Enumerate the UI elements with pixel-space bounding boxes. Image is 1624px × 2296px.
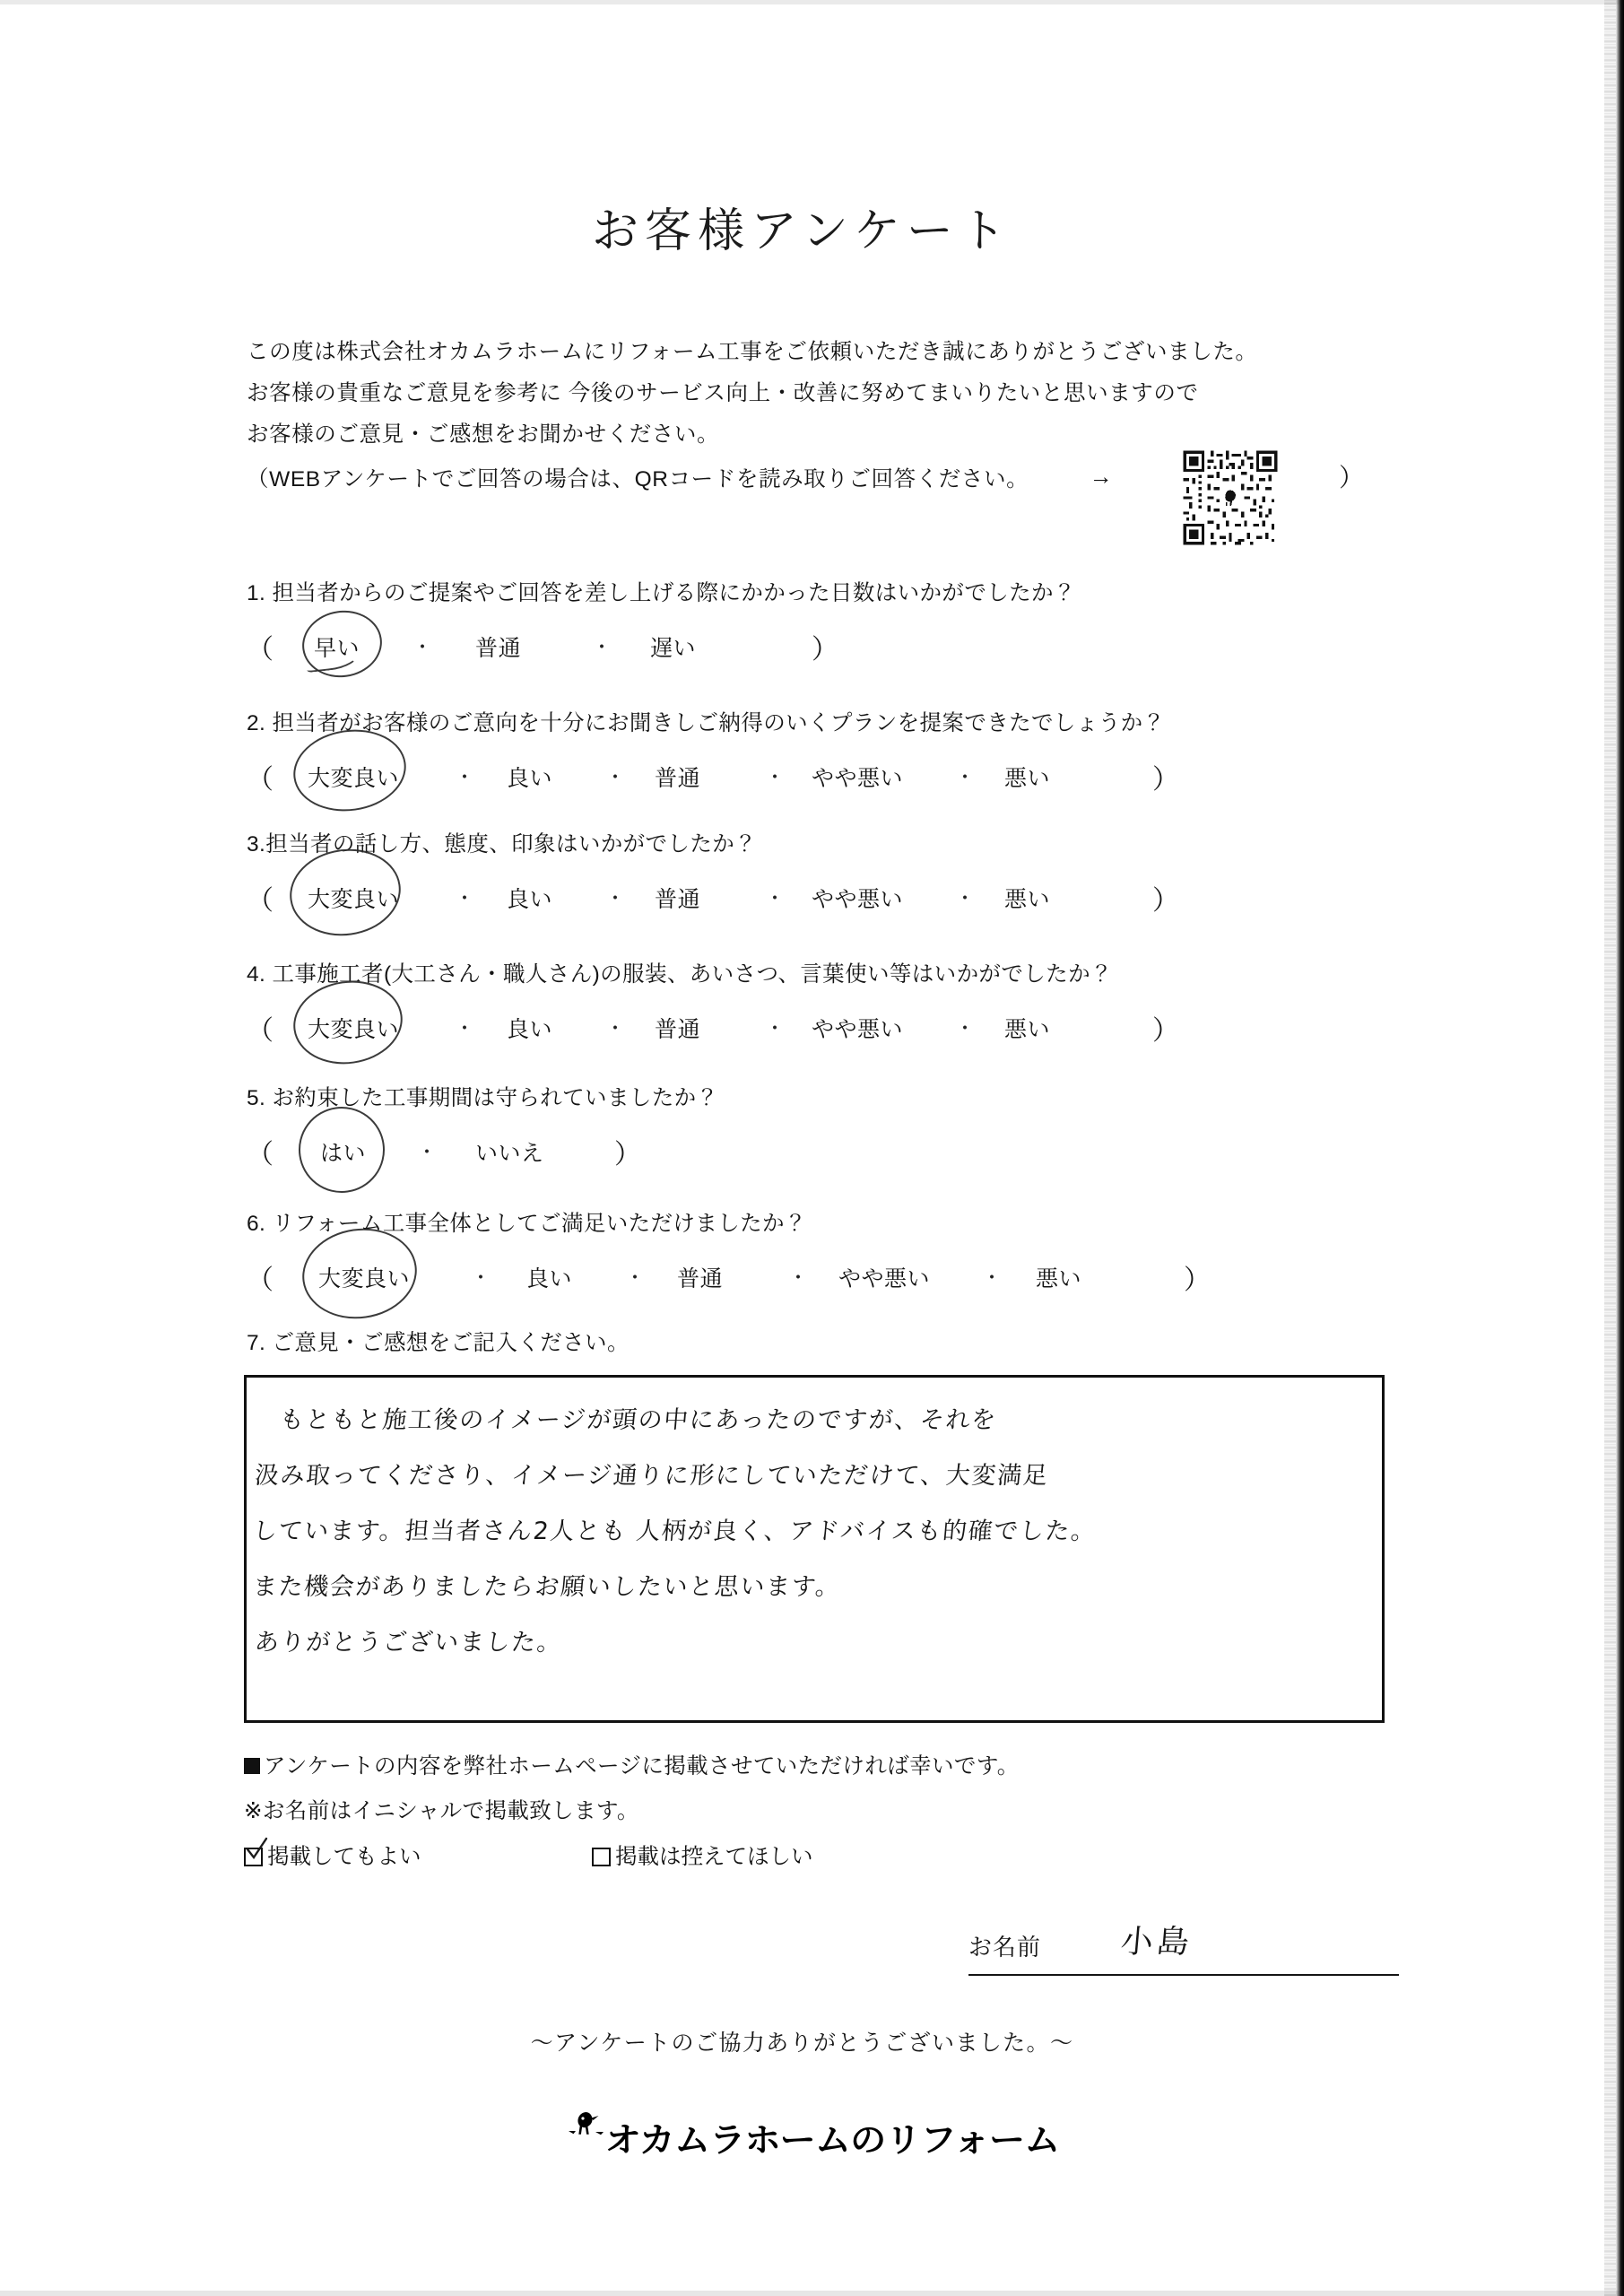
qr-center-bird-icon [1223, 487, 1238, 506]
comment-handwriting [251, 1393, 1392, 1671]
option-q6-4[interactable]: 悪い [1036, 1266, 1082, 1292]
consent-checkbox-row [244, 1834, 1401, 1877]
separator: ・ [471, 1266, 491, 1289]
question-2-options [247, 755, 1403, 796]
paren-close: ） [1152, 1016, 1179, 1046]
separator: ・ [765, 1017, 786, 1039]
option-q2-3[interactable]: やや悪い [812, 766, 904, 791]
option-q1-1[interactable]: 普通 [475, 636, 522, 661]
question-1-options [247, 625, 1403, 666]
paren-open: （ [247, 765, 274, 795]
square-bullet-icon [244, 1758, 260, 1774]
option-q3-4[interactable]: 悪い [1004, 887, 1051, 912]
paren-open: （ [247, 1016, 274, 1046]
intro-line-1: この度は株式会社オカムラホームにリフォーム工事をご依頼いただき誠にありがとうございました。 [247, 340, 1258, 364]
question-7-text: 7. ご意見・ご感想をご記入ください。 [247, 1331, 630, 1355]
question-4-text: 4. 工事施工者(大工さん・職人さん)の服装、あいさつ、言葉使い等はいかがでしたか？ [247, 962, 1113, 987]
question-4-options [247, 1006, 1403, 1048]
page-title: お客様アンケート [592, 205, 1012, 257]
paren-open: （ [247, 886, 274, 916]
consent-block [244, 1744, 1401, 1877]
separator: ・ [765, 887, 786, 909]
qr-code[interactable] [1170, 448, 1290, 548]
scan-edge-right [1616, 0, 1624, 2296]
paren-open: （ [247, 1265, 274, 1295]
consent-notice-text: アンケートの内容を弊社ホームページに掲載させていただければ幸いです。 [264, 1754, 1020, 1779]
question-5-text: 5. お約束した工事期間は守られていましたか？ [247, 1086, 719, 1110]
option-q1-0[interactable]: 早い [314, 636, 360, 661]
option-q4-1[interactable]: 良い [507, 1017, 553, 1042]
separator: ・ [417, 1141, 438, 1163]
option-q1-2[interactable]: 遅い [650, 636, 697, 661]
paren-open: （ [247, 635, 274, 665]
separator: ・ [982, 1266, 1003, 1289]
paren-close: ） [1184, 1265, 1211, 1295]
arrow-icon: → [1089, 463, 1114, 490]
separator: ・ [788, 1266, 809, 1289]
question-6-options [247, 1256, 1403, 1297]
question-4 [247, 960, 1403, 1048]
comment-line-5: ありがとうございました。 [253, 1629, 564, 1657]
question-5-options [247, 1130, 1403, 1171]
option-q6-0[interactable]: 大変良い [318, 1266, 411, 1292]
separator: ・ [955, 887, 976, 909]
separator: ・ [765, 766, 786, 788]
name-field[interactable] [968, 1924, 1399, 1978]
comment-line-4: また機会がありましたらお願いしたいと思います。 [251, 1573, 843, 1601]
option-q4-2[interactable]: 普通 [655, 1017, 701, 1042]
question-5 [247, 1083, 1403, 1171]
option-q3-2[interactable]: 普通 [655, 887, 701, 912]
question-2-text: 2. 担当者がお客様のご意向を十分にお聞きしご納得のいくプランを提案できたでしょうか？ [247, 711, 1166, 735]
separator: ・ [955, 1017, 976, 1039]
web-instruction-text: （WEBアンケートでご回答の場合は、QRコードを読み取りご回答ください。 [247, 467, 1029, 491]
option-q6-2[interactable]: 普通 [677, 1266, 724, 1292]
option-q5-0[interactable]: はい [320, 1141, 367, 1166]
option-q2-0[interactable]: 大変良い [308, 766, 400, 791]
comment-line-2: 汲み取ってくださり、イメージ通りに形にしていただけて、大変満足 [253, 1462, 1050, 1490]
question-3-text: 3.担当者の話し方、態度、印象はいかがでしたか？ [247, 832, 758, 857]
separator: ・ [413, 636, 433, 658]
paren-close: ） [812, 635, 838, 665]
separator: ・ [455, 1017, 475, 1039]
separator: ・ [455, 887, 475, 909]
name-label: お名前 [968, 1934, 1042, 1961]
initial-note: ※お名前はイニシャルで掲載致します。 [244, 1799, 639, 1823]
question-1-text: 1. 担当者からのご提案やご回答を差し上げる際にかかった日数はいかがでしたか？ [247, 581, 1076, 605]
web-paren-close: ） [1339, 464, 1365, 491]
option-q2-4[interactable]: 悪い [1004, 766, 1051, 791]
name-value: 小島 [1118, 1924, 1194, 1961]
separator: ・ [605, 887, 626, 909]
checkbox-yes[interactable] [244, 1848, 263, 1866]
separator: ・ [605, 766, 626, 788]
intro-line-3: お客様のご意見・ご感想をお聞かせください。 [247, 422, 720, 447]
name-underline [968, 1974, 1399, 1977]
comment-line-1: もともと施工後のイメージが頭の中にあったのですが、それを [278, 1406, 999, 1434]
option-q4-4[interactable]: 悪い [1004, 1017, 1051, 1042]
checkbox-option-no[interactable] [592, 1839, 813, 1871]
logo-text: オカムラホームのリフォーム [604, 2120, 1059, 2160]
checkbox-no[interactable] [592, 1848, 611, 1866]
checkbox-no-label: 掲載は控えてほしい [615, 1845, 813, 1869]
option-q4-0[interactable]: 大変良い [308, 1017, 400, 1042]
logo-inner [559, 2112, 1059, 2161]
separator: ・ [955, 766, 976, 788]
company-logo [0, 2112, 1604, 2161]
option-q3-1[interactable]: 良い [507, 887, 553, 912]
thanks-message: 〜アンケートのご協力ありがとうございました。〜 [530, 2031, 1074, 2056]
separator: ・ [625, 1266, 646, 1289]
separator: ・ [605, 1017, 626, 1039]
option-q3-3[interactable]: やや悪い [812, 887, 904, 912]
question-1 [247, 578, 1403, 666]
question-3-options [247, 876, 1403, 918]
paren-close: ） [1152, 886, 1179, 916]
option-q2-1[interactable]: 良い [507, 766, 553, 791]
question-3 [247, 830, 1403, 918]
option-q2-2[interactable]: 普通 [655, 766, 701, 791]
paren-open: （ [247, 1140, 274, 1170]
paren-close: ） [614, 1140, 641, 1170]
consent-notice [244, 1744, 1401, 1789]
option-q5-1[interactable]: いいえ [475, 1141, 544, 1166]
comment-line-3: しています。担当者さん2人とも 人柄が良く、アドバイスも的確でした。 [251, 1518, 1099, 1545]
question-6 [247, 1209, 1403, 1297]
intro-line-2: お客様の貴重なご意見を参考に 今後のサービス向上・改善に努めてまいりたいと思いますので [247, 381, 1199, 405]
option-q3-0[interactable]: 大変良い [308, 887, 400, 912]
scan-edge-right-soft [1604, 0, 1616, 2296]
paren-close: ） [1152, 765, 1179, 795]
option-q4-3[interactable]: やや悪い [812, 1017, 904, 1042]
option-q6-1[interactable]: 良い [526, 1266, 573, 1292]
checkbox-option-yes[interactable] [244, 1839, 421, 1871]
separator: ・ [455, 766, 475, 788]
question-2 [247, 709, 1403, 796]
checkbox-yes-label: 掲載してもよい [267, 1845, 421, 1869]
option-q6-3[interactable]: やや悪い [838, 1266, 931, 1292]
separator: ・ [592, 636, 612, 658]
question-6-text: 6. リフォーム工事全体としてご満足いただけましたか？ [247, 1212, 807, 1236]
